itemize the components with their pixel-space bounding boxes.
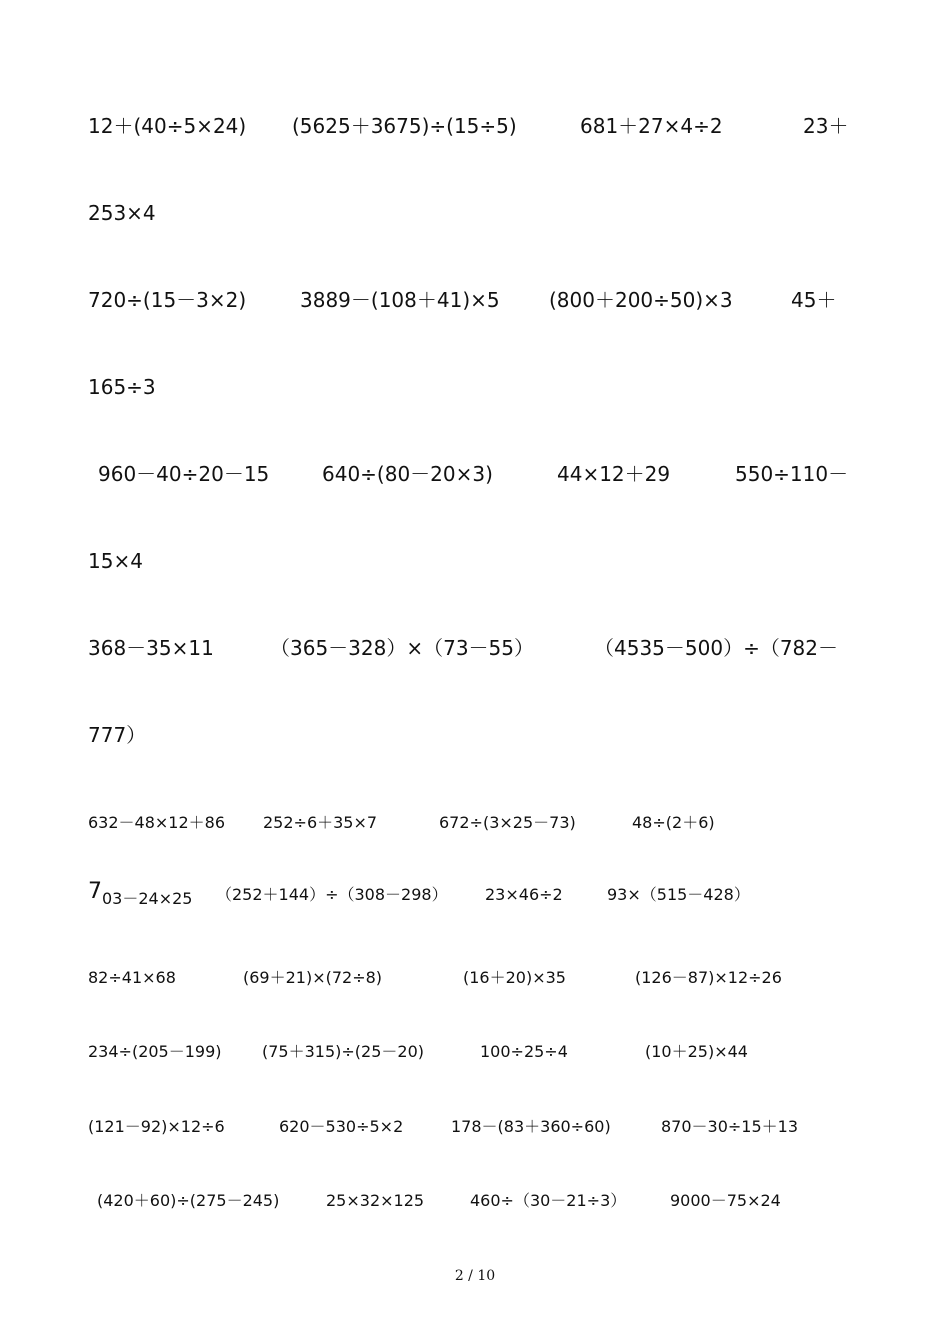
math-problem: (69＋21)×(72÷8) <box>243 968 383 987</box>
math-problem: 460÷（30－21÷3） <box>470 1191 627 1210</box>
math-problem: 48÷(2＋6) <box>632 813 715 832</box>
problem-row-4 <box>0 377 950 417</box>
math-problem: 252÷6＋35×7 <box>263 813 378 832</box>
math-problem: （4535－500）÷（782－ <box>594 636 839 660</box>
problem-row-6 <box>0 551 950 591</box>
math-problem: 93×（515－428） <box>607 885 750 904</box>
math-problem: (10＋25)×44 <box>645 1042 748 1061</box>
math-problem: (5625＋3675)÷(15÷5) <box>292 114 517 138</box>
math-problem: 777） <box>88 723 147 747</box>
problem-row-5 <box>0 464 950 504</box>
math-problem: (420＋60)÷(275－245) <box>97 1191 280 1210</box>
problem-row-3 <box>0 290 950 330</box>
math-problem: 82÷41×68 <box>88 968 176 987</box>
math-problem: (75＋315)÷(25－20) <box>262 1042 424 1061</box>
leading-digit: 7 <box>88 879 102 904</box>
math-problem: 632－48×12＋86 <box>88 813 226 832</box>
math-problem: 45＋ <box>791 288 837 312</box>
math-problem: 672÷(3×25－73) <box>439 813 576 832</box>
math-problem: 681＋27×4÷2 <box>580 114 723 138</box>
problem-row-9 <box>0 815 950 855</box>
math-problem: （252＋144）÷（308－298） <box>216 885 448 904</box>
problem-row-1 <box>0 116 950 156</box>
math-problem: 25×32×125 <box>326 1191 425 1210</box>
problem-row-12 <box>0 1044 950 1084</box>
problem-row-14 <box>0 1193 950 1233</box>
math-problem: (800＋200÷50)×3 <box>549 288 733 312</box>
math-problem: 165÷3 <box>88 375 156 399</box>
problem-row-10 <box>0 879 950 927</box>
math-problem: 15×4 <box>88 549 143 573</box>
math-problem: 44×12＋29 <box>557 462 671 486</box>
math-problem-text: 03－24×25 <box>102 889 193 908</box>
math-problem: 178－(83＋360÷60) <box>451 1117 611 1136</box>
math-problem <box>88 879 193 909</box>
math-problem: 620－530÷5×2 <box>279 1117 404 1136</box>
math-problem: 3889－(108＋41)×5 <box>300 288 500 312</box>
math-problem: 234÷(205－199) <box>88 1042 222 1061</box>
math-problem: 23×46÷2 <box>485 885 563 904</box>
math-problem: 550÷110－ <box>735 462 849 486</box>
math-problem: 12＋(40÷5×24) <box>88 114 247 138</box>
problem-row-11 <box>0 970 950 1010</box>
problem-row-13 <box>0 1119 950 1159</box>
math-problem: （365－328）×（73－55） <box>270 636 535 660</box>
math-problem: (121－92)×12÷6 <box>88 1117 225 1136</box>
problem-row-8 <box>0 725 950 765</box>
math-problem: 368－35×11 <box>88 636 214 660</box>
math-problem: (126－87)×12÷26 <box>635 968 782 987</box>
problem-row-7 <box>0 638 950 678</box>
math-problem: 720÷(15－3×2) <box>88 288 247 312</box>
math-problem: (16＋20)×35 <box>463 968 566 987</box>
page-indicator: 2 / 10 <box>454 1268 496 1284</box>
math-problem: 9000－75×24 <box>670 1191 781 1210</box>
math-problem: 100÷25÷4 <box>480 1042 568 1061</box>
math-problem: 870－30÷15＋13 <box>661 1117 799 1136</box>
math-problem: 253×4 <box>88 201 156 225</box>
math-problem: 23＋ <box>803 114 849 138</box>
math-problem: 960－40÷20－15 <box>98 462 270 486</box>
problem-row-2 <box>0 203 950 243</box>
math-problem: 640÷(80－20×3) <box>322 462 493 486</box>
